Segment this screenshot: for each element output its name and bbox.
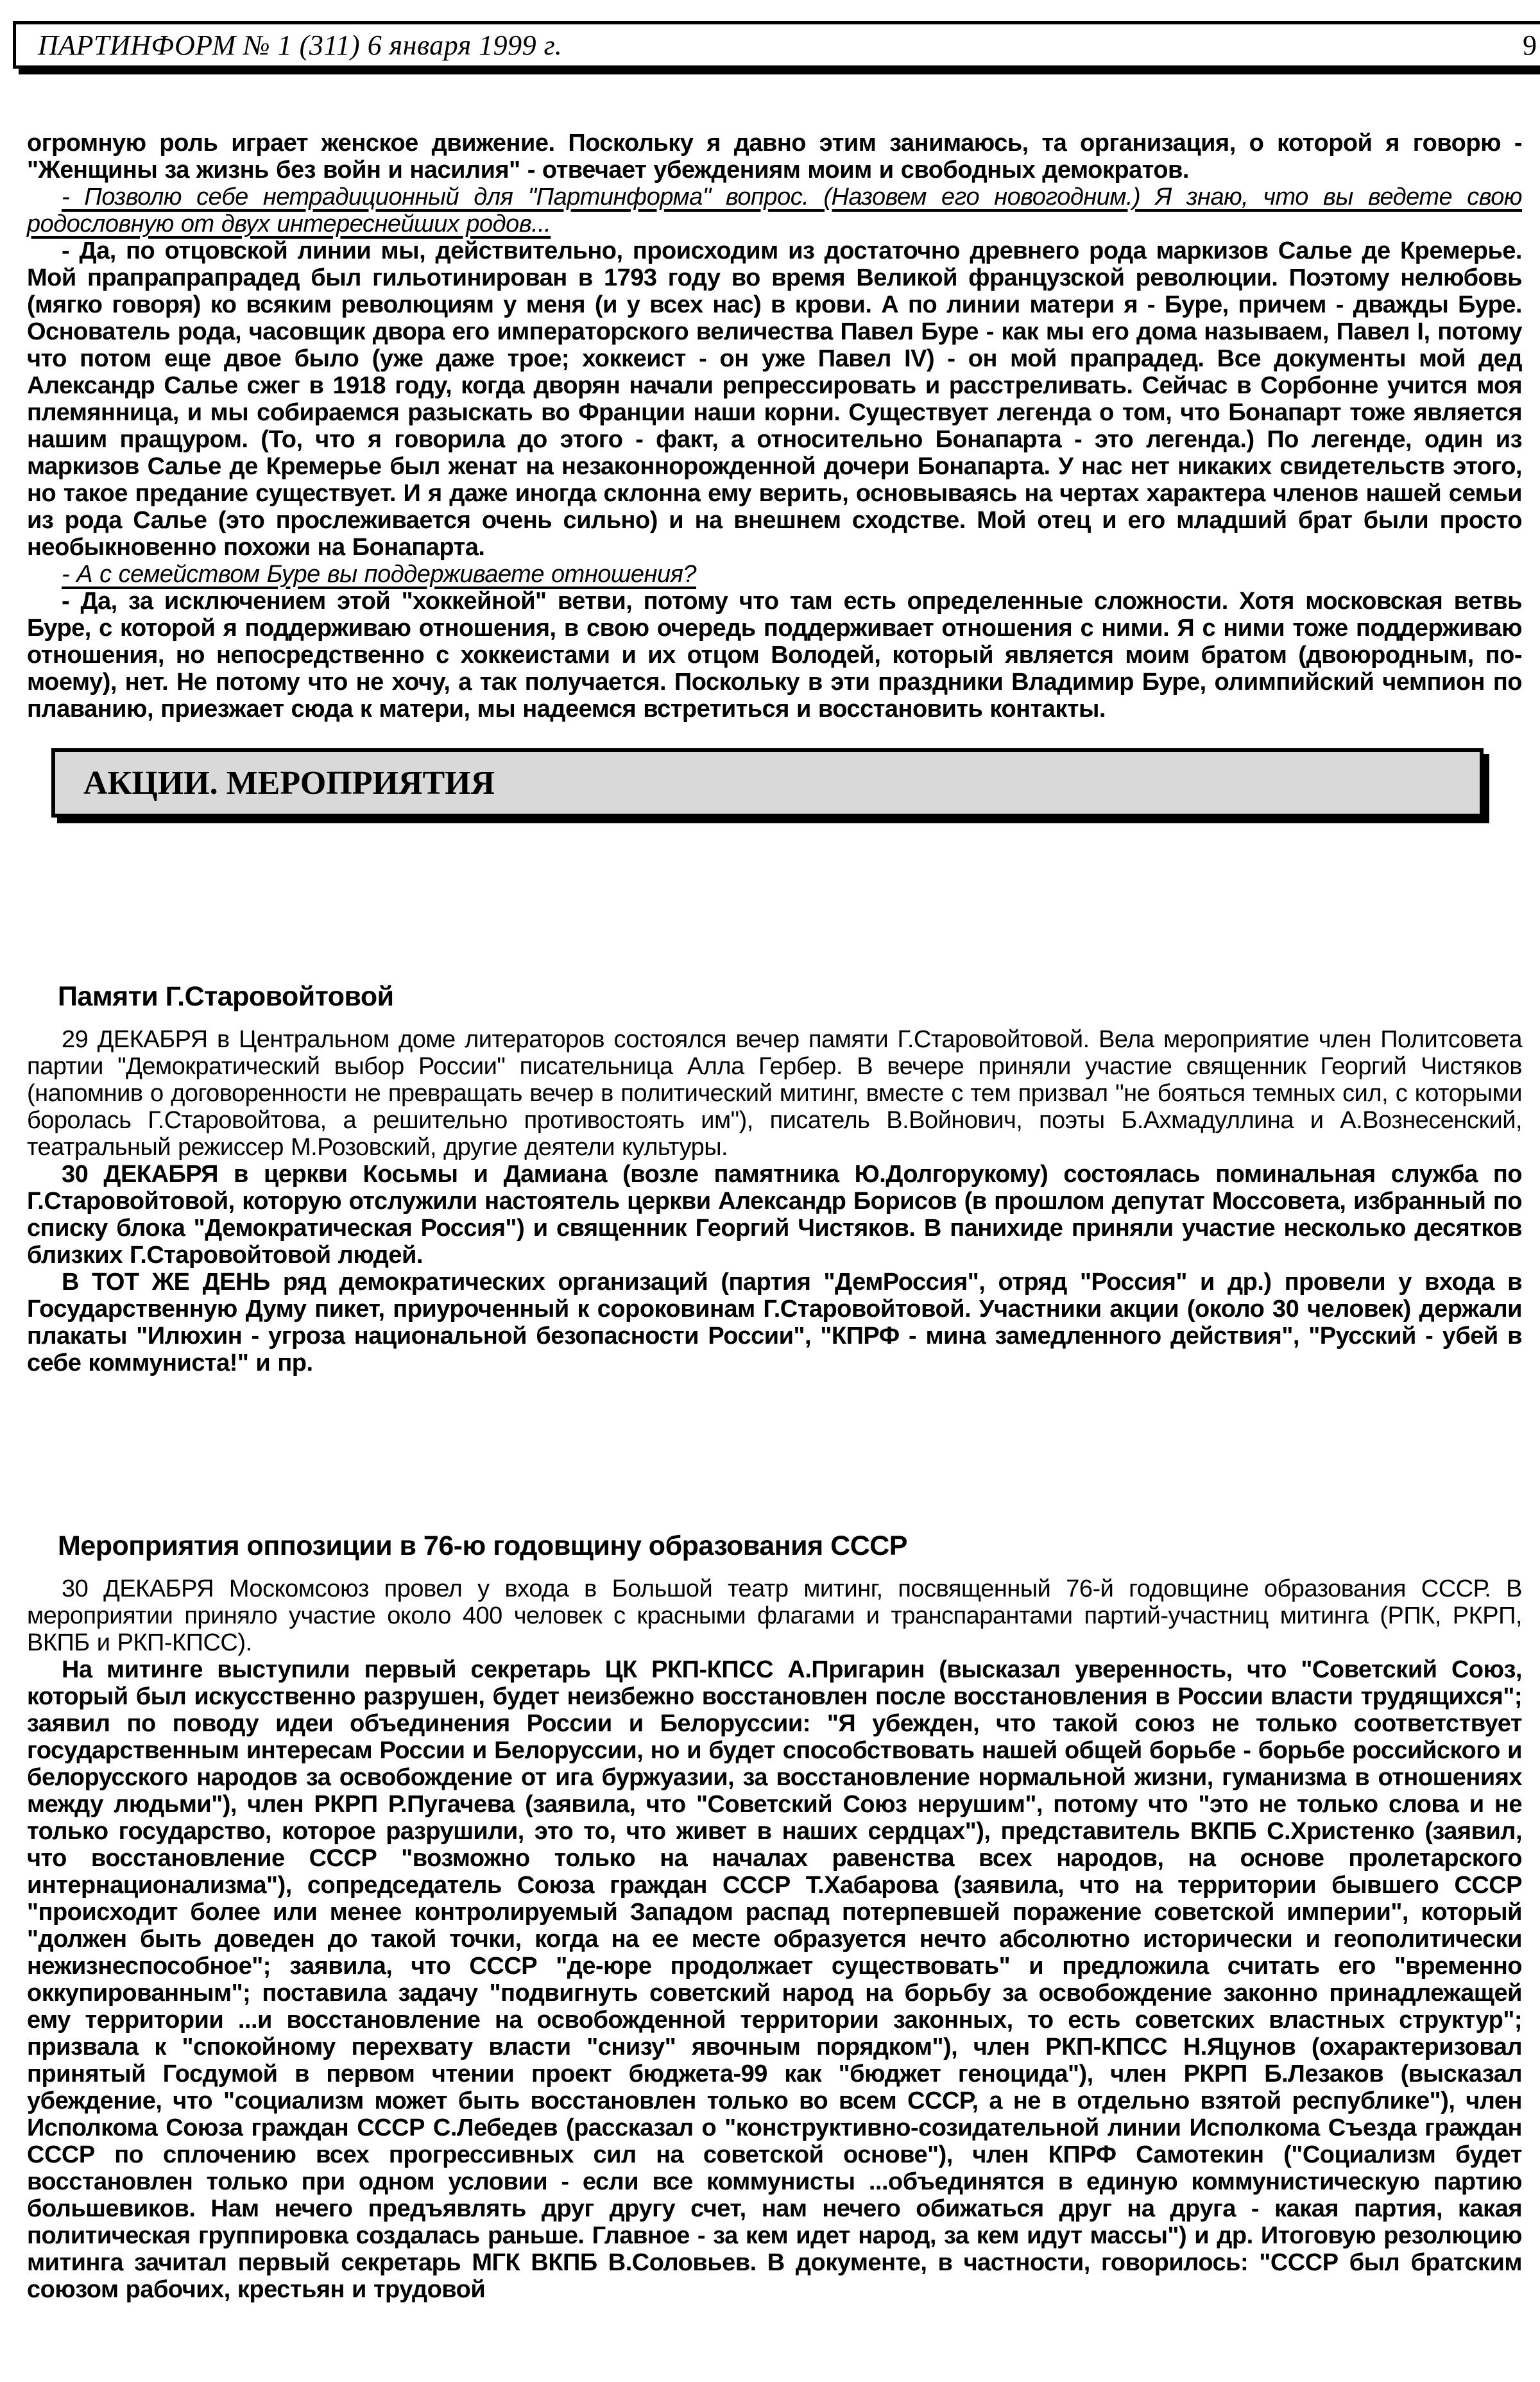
page-number: 9	[1523, 29, 1537, 61]
article-ussr-anniversary	[27, 1530, 1522, 2303]
article-paragraph: 30 ДЕКАБРЯ Москомсоюз провел у входа в Большой театр митинг, посвященный 76-й годовщине образования СССР. В мероприятии приняло участие около 400 человек с красными флагами и транспарантами партий-участниц митинга (РПК, РКРП, ВКПБ и РКП-КПСС).	[27, 1575, 1522, 1656]
article-paragraph: 29 ДЕКАБРЯ в Центральном доме литераторов состоялся вечер памяти Г.Старовойтовой. Вела мероприятие член Политсовета партии "Демократический выбор России" писательница Алла Гербер. В вечере приняли участие священник Георгий Чистяков (напомнив о договоренности не превращать вечер в политический митинг, вместе с тем призвал "не бояться темных сил, с которыми боролась Г.Старовойтова, а решительно противостоять им"), писатель В.Войнович, поэты Б.Ахмадуллина и А.Вознесенский, театральный режиссер М.Розовский, другие деятели культуры.	[27, 1026, 1522, 1161]
interview-answer-continuation: огромную роль играет женское движение. Поскольку я давно этим занимаюсь, та организация, о которой я говорю - "Женщины за жизнь без войн и насилия" - отвечает убеждениям моим и свободных демократов.	[27, 130, 1522, 184]
section-header-box	[51, 748, 1484, 818]
article-paragraph: На митинге выступили первый секретарь ЦК РКП-КПСС А.Пригарин (высказал уверенность, что "Советский Союз, который был искусственно разрушен, будет неизбежно восстановлен после восстановления в России власти трудящихся"; заявил по поводу идеи объединения России и Белоруссии: "Я убежден, что такой союз не только соответствует государственным интересам России и Белоруссии, но и будет способствовать нашей общей борьбе - борьбе российского и белорусского народов за освобождение от ига буржуазии, за восстановление нормальной жизни, гуманизма в отношениях между людьми"), член РКРП Р.Пугачева (заявила, что "Советский Союз нерушим", потому что "это не только слова и не только государство, которое разрушили, это то, что живет в наших сердцах"), представитель ВКПБ С.Христенко (заявил, что восстановление СССР "возможно только на началах равенства всех народов, на основе пролетарского интернационализма"), сопредседатель Союза граждан СССР Т.Хабарова (заявила, что на территории бывшего СССР "происходит более или менее контролируемый Западом распад потерпевшей поражение советской империи", который "должен быть доведен до такой точки, когда на ее месте образуется нечто абсолютно исторически и геополитически нежизнеспособное"; заявила, что СССР "де-юре продолжает существовать" и предложила считать его "временно оккупированным"; поставила задачу "подвигнуть советский народ на борьбу за освобождение законно принадлежащей ему территории ...и восстановление на освобожденной территории законных, то есть советских властных структур"; призвала к "спокойному перехвату власти "снизу" явочным порядком"), член РКП-КПСС Н.Яцунов (охарактеризовал принятый Госдумой в первом чтении проект бюджета-99 как "бюджет геноцида"), член РКРП Б.Лезаков (высказал убеждение, что "социализм может быть восстановлен только во всем СССР, а не в отдельно взятой республике"), член Исполкома Союза граждан СССР С.Лебедев (рассказал о "конструктивно-созидательной линии Исполкома Съезда граждан СССР по сплочению всех прогрессивных сил на советской основе"), член КПРФ Самотекин ("Социализм будет восстановлен только при одном условии - если все коммунисты ...объединятся в единую коммунистическую партию большевиков. Нам нечего предъявлять друг другу счет, нам нечего обижаться друг на друга - какая партия, какая политическая группировка создалась раньше. Главное - за кем идет народ, за кем идут массы") и др. Итоговую резолюцию митинга зачитал первый секретарь МГК ВКПБ В.Соловьев. В документе, в частности, говорилось: "СССР был братским союзом рабочих, крестьян и трудовой	[27, 1656, 1522, 2303]
newsletter-title: ПАРТИНФОРМ № 1 (311) 6 января 1999 г.	[38, 29, 563, 61]
article-memorial	[27, 981, 1522, 1376]
section-title: АКЦИИ. МЕРОПРИЯТИЯ	[83, 764, 495, 801]
article-heading-ussr-anniversary: Мероприятия оппозиции в 76-ю годовщину образования СССР	[58, 1530, 907, 1561]
article-heading-memorial: Памяти Г.Старовойтовой	[58, 981, 394, 1012]
interview-answer-genealogy: - Да, по отцовской линии мы, действительно, происходим из достаточно древнего рода маркизов Салье де Кремерье. Мой прапрапрапрадед был гильотинирован в 1793 году во время Великой французской революции. Поэтому нелюбовь (мягко говоря) ко всяким революциям у меня (и у всех нас) в крови. А по линии матери я - Буре, причем - дважды Буре. Основатель рода, часовщик двора его императорского величества Павел Буре - как мы его дома называем, Павел I, потому что потом еще двое было (уже даже трое; хоккеист - он уже Павел IV) - он мой прапрадед. Все документы мой дед Александр Салье сжег в 1918 году, когда дворян начали репрессировать и расстреливать. Сейчас в Сорбонне учится моя племянница, и мы собираемся разыскать во Франции наши корни. Существует легенда о том, что Бонапарт тоже является нашим пращуром. (То, что я говорила до этого - факт, а относительно Бонапарта - это легенда.) По легенде, один из маркизов Салье де Кремерье был женат на незаконнорожденной дочери Бонапарта. У нас нет никаких свидетельств этого, но такое предание существует. И я даже иногда склонна ему верить, основываясь на чертах характера членов нашей семьи из рода Салье (это прослеживается очень сильно) и на внешнем сходстве. Мой отец и его младший брат были просто необыкновенно похожи на Бонапарта.	[27, 237, 1522, 561]
interview-answer-bure-family: - Да, за исключением этой "хоккейной" ветви, потому что там есть определенные сложности. Хотя московская ветвь Буре, с которой я поддерживаю отношения, в свою очередь поддерживает отношения с ними. Я с ними тоже поддерживаю отношения, но непосредственно с хоккеистами и их отцом Володей, который является моим братом (двоюродным, по-моему), нет. Не потому что не хочу, а так получается. Поскольку в эти праздники Владимир Буре, олимпийский чемпион по плаванию, приезжает сюда к матери, мы надеемся встретиться и восстановить контакты.	[27, 588, 1522, 723]
interview-question-genealogy: - Позволю себе нетрадиционный для "Партинформа" вопрос. (Назовем его новогодним.) Я знаю, что вы ведете свою родословную от двух интереснейших родов...	[27, 184, 1522, 237]
masthead	[13, 21, 1540, 69]
interview-question-bure-family: - А с семейством Буре вы поддерживаете отношения?	[62, 561, 697, 588]
article-paragraph: 30 ДЕКАБРЯ в церкви Косьмы и Дамиана (возле памятника Ю.Долгорукому) состоялась поминальная служба по Г.Старовойтовой, которую отслужили настоятель церкви Александр Борисов (в прошлом депутат Моссовета, избранный по списку блока "Демократическая Россия") и священник Георгий Чистяков. В панихиде приняли участие несколько десятков близких Г.Старовойтовой людей.	[27, 1161, 1522, 1269]
page-content	[27, 130, 1522, 2303]
article-paragraph: В ТОТ ЖЕ ДЕНЬ ряд демократических организаций (партия "ДемРоссия", отряд "Россия" и др.) провели у входа в Государственную Думу пикет, приуроченный к сороковинам Г.Старовойтовой. Участники акции (около 30 человек) держали плакаты "Илюхин - угроза национальной безопасности России", "КПРФ - мина замедленного действия", "Русский - убей в себе коммуниста!" и пр.	[27, 1269, 1522, 1376]
